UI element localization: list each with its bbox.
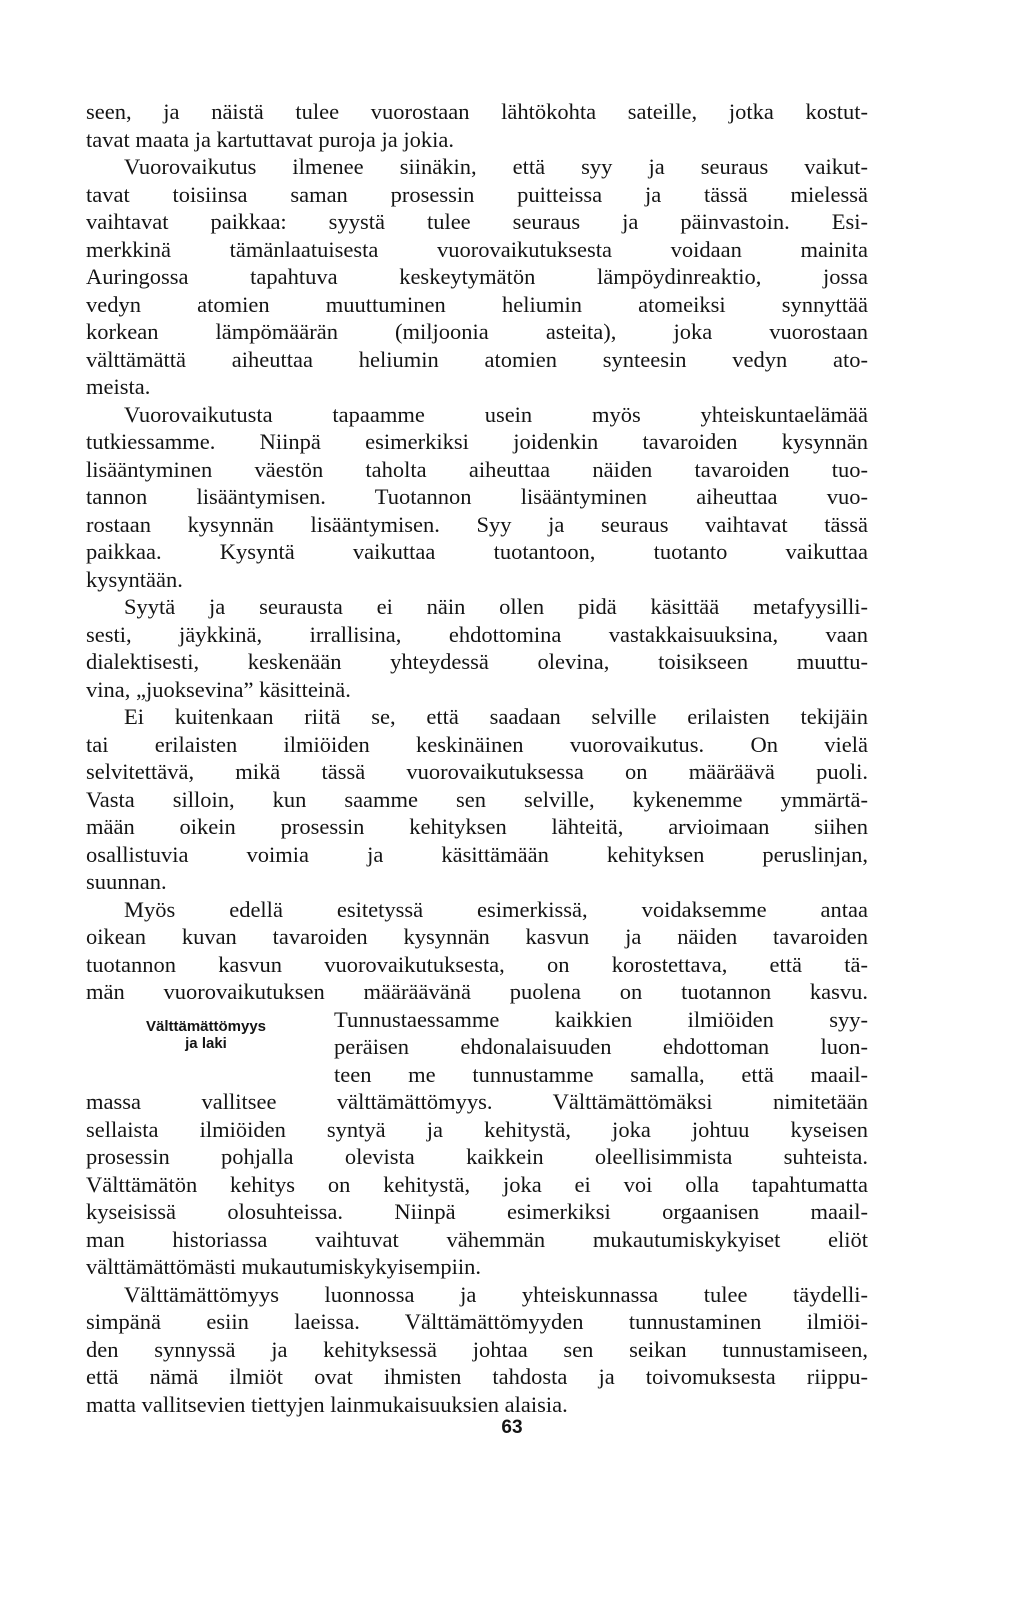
text-line: tavat toisiinsa saman prosessin puitteissa ja tässä mielessä [86,181,868,207]
text-line: tutkiessamme. Niinpä esimerkiksi joidenkin tavaroiden kysynnän [86,429,868,454]
text-line: Syytä ja seurausta ei näin ollen pidä käsittää metafyysilli- [124,594,868,619]
text-line: Välttämättömyys luonnossa ja yhteiskunnassa tulee täydelli- [124,1281,868,1307]
text-line: oikean kuvan tavaroiden kysynnän kasvun ja näiden tavaroiden [86,924,868,949]
text-line: vedyn atomien muuttuminen heliumin atomeiksi synnyttää [86,291,868,317]
text-line: suunnan. [86,869,167,894]
text-line: tavat maata ja kartuttavat puroja ja jokia. [86,126,454,152]
text-line: prosessin pohjalla olevista kaikkein oleellisimmista suhteista. [86,1144,868,1169]
text-line: sellaista ilmiöiden syntyä ja kehitystä, joka johtuu kyseisen [86,1116,868,1142]
text-line: Myös edellä esitetyssä esimerkissä, voidaksemme antaa [124,896,868,922]
text-line: osallistuvia voimia ja käsittämään kehityksen peruslinjan, [86,841,868,867]
text-line: vina, „juoksevina” käsitteinä. [86,676,351,702]
margin-heading [86,1018,326,1052]
text-line: teen me tunnustamme samalla, että maail- [334,1061,868,1087]
text-line: kysyntään. [86,566,183,592]
text-line: man historiassa vaihtuvat vähemmän mukautumiskykyiset eliöt [86,1226,868,1252]
page-number: 63 [501,1417,523,1438]
text-line: Vuorovaikutus ilmenee siinäkin, että syy ja seuraus vaikut- [124,154,868,179]
text-line: lisääntyminen väestön taholta aiheuttaa näiden tavaroiden tuo- [86,456,868,482]
text-line: Auringossa tapahtuva keskeytymätön lämpöydinreaktio, jossa [86,264,868,289]
text-line: mään oikein prosessin kehityksen lähteitä, arvioimaan siihen [86,814,868,839]
text-line: sesti, jäykkinä, irrallisina, ehdottomina vastakkaisuuksina, vaan [86,621,868,647]
text-line: meista. [86,374,151,399]
text-line: kyseisissä olosuhteissa. Niinpä esimerkiksi orgaanisen maail- [86,1199,868,1224]
text-line: Vasta silloin, kun saamme sen selville, kykenemme ymmärtä- [86,786,868,812]
text-line: välttämättömästi mukautumiskykyisempiin. [86,1254,481,1279]
text-line: seen, ja näistä tulee vuorostaan lähtökohta sateille, jotka kostut- [86,99,868,124]
margin-heading-line: Välttämättömyys [145,1018,267,1035]
page-body [86,98,868,1418]
text-line: että nämä ilmiöt ovat ihmisten tahdosta ja toivomuksesta riippu- [86,1364,868,1389]
text-line: merkkinä tämänlaatuisesta vuorovaikutuksesta voidaan mainita [86,236,868,262]
text-line: massa vallitsee välttämättömyys. Välttämättömäksi nimitetään [86,1089,868,1114]
text-line: Vuorovaikutusta tapaamme usein myös yhteiskuntaelämää [124,401,868,427]
text-line: män vuorovaikutuksen määräävänä puolena on tuotannon kasvu. [86,979,868,1004]
text-line: välttämättä aiheuttaa heliumin atomien synteesin vedyn ato- [86,346,868,372]
text-line: tai erilaisten ilmiöiden keskinäinen vuorovaikutus. On vielä [86,731,868,757]
text-line: korkean lämpömäärän (miljoonia asteita), joka vuorostaan [86,319,868,344]
text-line: paikkaa. Kysyntä vaikuttaa tuotantoon, tuotanto vaikuttaa [86,539,868,564]
text-line: Ei kuitenkaan riitä se, että saadaan selville erilaisten tekijäin [124,704,868,729]
text-line: peräisen ehdonalaisuuden ehdottoman luon- [334,1034,868,1059]
text-line: rostaan kysynnän lisääntymisen. Syy ja seuraus vaihtavat tässä [86,511,868,537]
text-line: Tunnustaessamme kaikkien ilmiöiden syy- [334,1006,868,1032]
text-line: dialektisesti, keskenään yhteydessä olevina, toisikseen muuttu- [86,649,868,674]
text-line: selvitettävä, mikä tässä vuorovaikutuksessa on määräävä puoli. [86,759,868,784]
text-line: tuotannon kasvun vuorovaikutuksesta, on korostettava, että tä- [86,951,868,977]
text-line: simpänä esiin laeissa. Välttämättömyyden tunnustaminen ilmiöi- [86,1309,868,1334]
text-line: Välttämätön kehitys on kehitystä, joka ei voi olla tapahtumatta [86,1171,868,1197]
text-line: vaihtavat paikkaa: syystä tulee seuraus ja päinvastoin. Esi- [86,209,868,234]
text-line: matta vallitsevien tiettyjen lainmukaisuuksien alaisia. [86,1391,568,1417]
text-line: tannon lisääntymisen. Tuotannon lisääntyminen aiheuttaa vuo- [86,484,868,509]
text-line: den synnyssä ja kehityksessä johtaa sen seikan tunnustamiseen, [86,1336,868,1362]
margin-heading-line: ja laki [185,1035,227,1052]
